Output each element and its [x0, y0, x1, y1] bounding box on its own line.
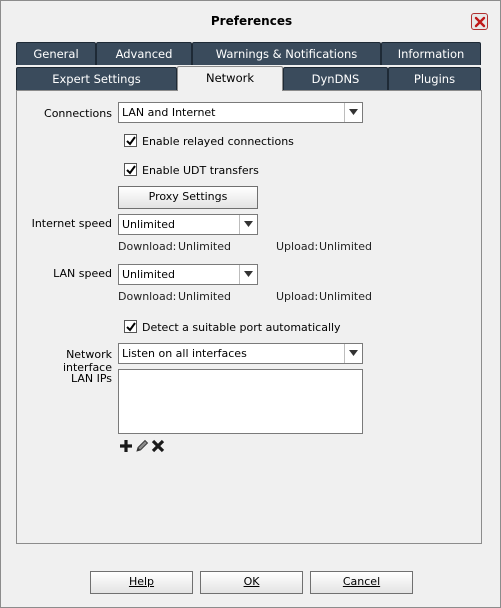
network-interface-value: Listen on all interfaces: [122, 347, 247, 360]
lan-speed-select[interactable]: [118, 264, 258, 285]
internet-upload-label: Upload:: [276, 240, 319, 253]
connections-value: LAN and Internet: [122, 106, 216, 119]
tab-warnings-notifications[interactable]: Warnings & Notifications: [192, 42, 381, 65]
lan-download-label: Download:: [118, 290, 177, 303]
internet-download-value: Unlimited: [178, 240, 231, 253]
internet-speed-label: Internet speed: [31, 217, 112, 230]
lan-speed-label: LAN speed: [53, 267, 112, 280]
tab-advanced[interactable]: Advanced: [96, 42, 192, 65]
tab-information[interactable]: Information: [381, 42, 481, 65]
internet-download-label: Download:: [118, 240, 177, 253]
edit-pencil-icon[interactable]: [135, 439, 149, 453]
detect-port-label: Detect a suitable port automatically: [142, 321, 341, 334]
tab-plugins[interactable]: Plugins: [388, 67, 481, 90]
cancel-label: Cancel: [342, 575, 381, 588]
internet-speed-value: Unlimited: [122, 218, 175, 231]
cancel-button[interactable]: [310, 571, 413, 594]
network-panel: [16, 90, 482, 544]
chevron-down-icon: [239, 265, 257, 284]
relayed-label: Enable relayed connections: [142, 135, 294, 148]
network-interface-label: Network interface: [62, 348, 112, 374]
internet-upload-value: Unlimited: [319, 240, 372, 253]
lan-upload-label: Upload:: [276, 290, 319, 303]
ok-button[interactable]: [200, 571, 303, 594]
network-interface-select[interactable]: [118, 343, 363, 364]
delete-x-icon[interactable]: [151, 439, 165, 453]
chevron-down-icon: [239, 215, 257, 234]
add-icon[interactable]: [119, 439, 133, 453]
lan-speed-value: Unlimited: [122, 268, 175, 281]
tab-dyndns[interactable]: DynDNS: [283, 67, 388, 90]
checkmark-icon: [125, 135, 137, 147]
close-button[interactable]: [471, 13, 488, 30]
proxy-settings-button[interactable]: [118, 186, 258, 209]
chevron-down-icon: [344, 344, 362, 363]
ok-label: OK: [243, 575, 260, 588]
connections-label: Connections: [44, 107, 112, 120]
help-button[interactable]: [90, 571, 193, 594]
connections-select[interactable]: [118, 102, 363, 123]
proxy-settings-label: Proxy Settings: [148, 190, 228, 203]
window-title: Preferences: [210, 14, 293, 28]
udt-checkbox[interactable]: [124, 163, 137, 176]
lan-ips-label: LAN IPs: [70, 372, 112, 385]
help-label: Help: [128, 575, 155, 588]
lan-upload-value: Unlimited: [319, 290, 372, 303]
detect-port-checkbox[interactable]: [124, 320, 137, 333]
udt-label: Enable UDT transfers: [142, 164, 259, 177]
lan-ips-list[interactable]: [118, 369, 363, 434]
tab-network[interactable]: Network: [177, 66, 283, 91]
tab-expert-settings[interactable]: Expert Settings: [16, 67, 177, 90]
lan-download-value: Unlimited: [178, 290, 231, 303]
close-icon: [474, 16, 486, 28]
tab-general[interactable]: General: [16, 42, 96, 65]
checkmark-icon: [125, 321, 137, 333]
internet-speed-select[interactable]: [118, 214, 258, 235]
relayed-checkbox[interactable]: [124, 134, 137, 147]
chevron-down-icon: [344, 103, 362, 122]
checkmark-icon: [125, 164, 137, 176]
